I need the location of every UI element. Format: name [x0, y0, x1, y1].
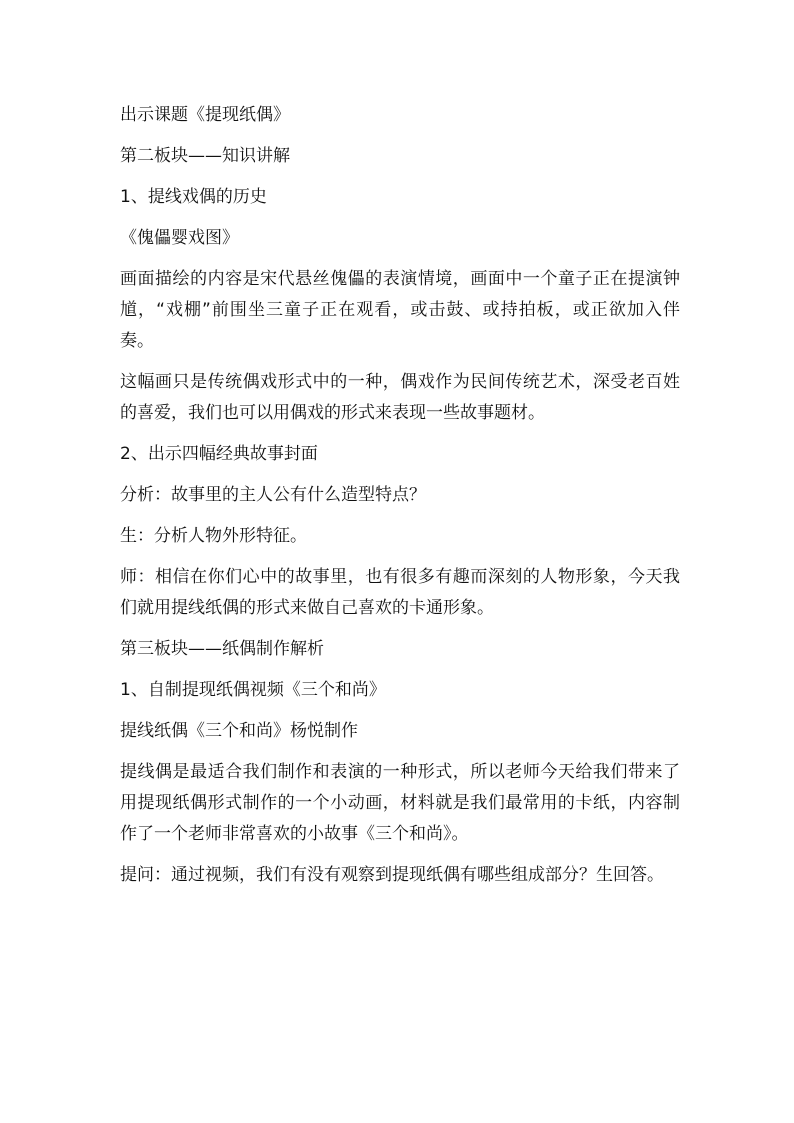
question-paragraph: 提问：通过视频，我们有没有观察到提现纸偶有哪些组成部分？生回答。 [120, 865, 664, 885]
subheading-story-covers: 2、出示四幅经典故事封面 [120, 444, 318, 464]
video-credit: 提线纸偶《三个和尚》杨悦制作 [120, 721, 358, 741]
painting-description: 画面描绘的内容是宋代悬丝傀儡的表演情境，画面中一个童子正在提演钟馗，“戏棚”前围坐三童子正在观看，或击鼓、或持拍板，或正欲加入伴奏。 [120, 269, 680, 351]
student-response: 生：分析人物外形特征。 [120, 526, 307, 546]
section-heading-knowledge: 第二板块——知识讲解 [120, 146, 290, 166]
lesson-title-line: 出示课题《提现纸偶》 [120, 105, 290, 125]
painting-title: 《傀儡婴戏图》 [120, 228, 239, 248]
analysis-question: 分析：故事里的主人公有什么造型特点？ [120, 485, 426, 505]
video-intro-paragraph: 提线偶是最适合我们制作和表演的一种形式，所以老师今天给我们带来了用提现纸偶形式制作的一个小动画，材料就是我们最常用的卡纸，内容制作了一个老师非常喜欢的小故事《三个和尚》。 [120, 762, 680, 844]
document-body [120, 100, 680, 901]
section-heading-making: 第三板块——纸偶制作解析 [120, 639, 324, 659]
teacher-remark: 师：相信在你们心中的故事里，也有很多有趣而深刻的人物形象，今天我们就用提线纸偶的形式来做自己喜欢的卡通形象。 [120, 567, 680, 618]
puppetry-tradition-paragraph: 这幅画只是传统偶戏形式中的一种，偶戏作为民间传统艺术，深受老百姓的喜爱，我们也可以用偶戏的形式来表现一些故事题材。 [120, 372, 680, 423]
subheading-history: 1、提线戏偶的历史 [120, 187, 267, 207]
subheading-video: 1、自制提现纸偶视频《三个和尚》 [120, 680, 386, 700]
